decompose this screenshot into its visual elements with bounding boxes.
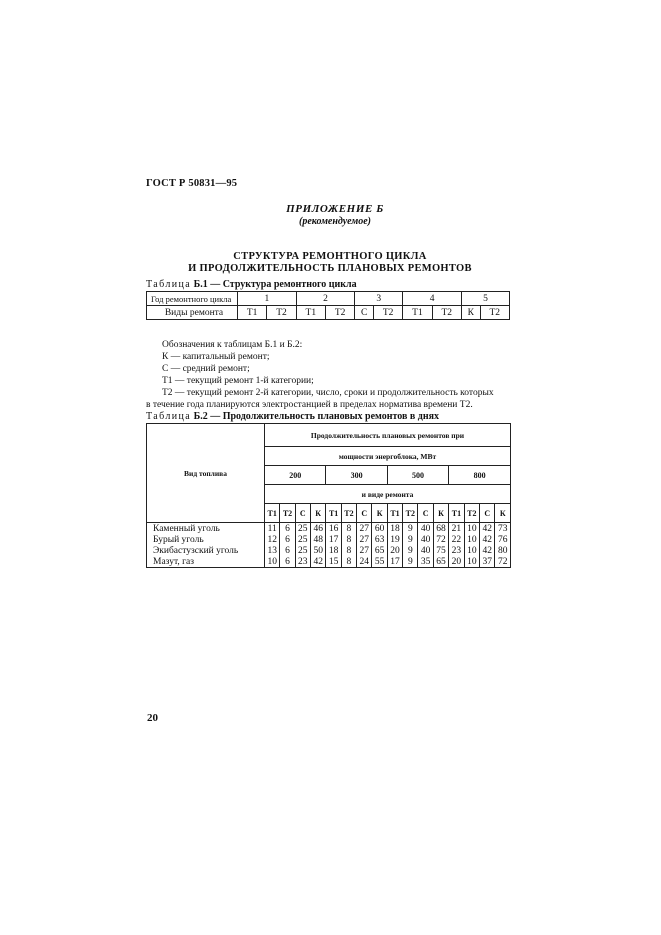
table2-subcolumn-cell: Т2 — [341, 504, 356, 523]
table2-header-line2: мощности энергоблока, МВт — [265, 447, 511, 466]
table2-value-cell: 10 — [464, 523, 479, 535]
table2-power-cell: 500 — [387, 466, 448, 485]
table1-year-cell: 3 — [355, 292, 403, 306]
table2-subcolumn-cell: С — [295, 504, 310, 523]
table1-row-years — [147, 292, 510, 306]
table2-caption — [146, 411, 439, 422]
page-number: 20 — [147, 712, 158, 724]
note-t2-continued: в течение года планируются электростанцией в пределах норматива времени Т2. — [146, 400, 473, 410]
table2-row — [147, 545, 511, 556]
table1-row1-label: Год ремонтного цикла — [147, 292, 238, 306]
table2-row — [147, 523, 511, 535]
table1-row2-label: Виды ремонта — [147, 306, 238, 320]
table2-subcolumn-cell: С — [480, 504, 495, 523]
table2-value-cell: 20 — [449, 556, 464, 568]
table2-value-cell: 10 — [464, 534, 479, 545]
table2-value-cell: 25 — [295, 545, 310, 556]
table2-value-cell: 37 — [480, 556, 495, 568]
table2-value-cell: 6 — [280, 523, 295, 535]
table1-type-cell: Т1 — [296, 306, 325, 320]
table2-value-cell: 9 — [403, 545, 418, 556]
table2-value-cell: 48 — [311, 534, 326, 545]
table2-subcolumn-cell: Т1 — [387, 504, 402, 523]
table2-value-cell: 40 — [418, 523, 433, 535]
table2-value-cell: 12 — [265, 534, 280, 545]
table1-type-cell: С — [355, 306, 374, 320]
table2-value-cell: 8 — [341, 545, 356, 556]
table2-power-cell: 200 — [265, 466, 326, 485]
table2-subcolumn-cell: Т2 — [403, 504, 418, 523]
table2-value-cell: 6 — [280, 545, 295, 556]
table2-value-cell: 40 — [418, 545, 433, 556]
table1-type-cell: Т1 — [238, 306, 267, 320]
table1-caption-word: Таблица — [146, 279, 192, 290]
table2-header-line1: Продолжительность плановых ремонтов при — [265, 424, 511, 447]
table2-value-cell: 27 — [357, 545, 372, 556]
table1-type-cell: Т2 — [480, 306, 509, 320]
table2-value-cell: 72 — [495, 556, 511, 568]
table1-year-cell: 4 — [403, 292, 462, 306]
table2-fuel-cell: Каменный уголь — [147, 523, 265, 535]
table2-caption-text: Б.2 — Продолжительность плановых ремонтов в днях — [193, 411, 440, 422]
table2-subcolumn-cell: К — [311, 504, 326, 523]
table2-subcolumn-cell: К — [495, 504, 511, 523]
table2-value-cell: 23 — [449, 545, 464, 556]
table1-year-cell: 2 — [296, 292, 355, 306]
table2-fuel-header: Вид топлива — [147, 424, 265, 523]
table2-subcolumn-cell: Т1 — [449, 504, 464, 523]
table2-value-cell: 63 — [372, 534, 387, 545]
table2-subcolumn-cell: К — [372, 504, 387, 523]
table2-value-cell: 10 — [464, 556, 479, 568]
table2-value-cell: 27 — [357, 534, 372, 545]
table1-year-cell: 5 — [461, 292, 509, 306]
table2-value-cell: 42 — [311, 556, 326, 568]
table2-value-cell: 17 — [326, 534, 341, 545]
table2-value-cell: 55 — [372, 556, 387, 568]
table2-value-cell: 9 — [403, 523, 418, 535]
table2-value-cell: 27 — [357, 523, 372, 535]
table2-fuel-cell: Экибастузский уголь — [147, 545, 265, 556]
table2-value-cell: 72 — [433, 534, 448, 545]
table2-value-cell: 46 — [311, 523, 326, 535]
note-t1: Т1 — текущий ремонт 1-й категории; — [162, 376, 314, 386]
table1-type-cell: Т1 — [403, 306, 432, 320]
table2-subcolumn-cell: Т2 — [464, 504, 479, 523]
table2-value-cell: 80 — [495, 545, 511, 556]
table2-value-cell: 6 — [280, 556, 295, 568]
table2-power-cell: 800 — [449, 466, 511, 485]
table2-value-cell: 18 — [387, 523, 402, 535]
section-title-line1: СТРУКТУРА РЕМОНТНОГО ЦИКЛА — [233, 251, 427, 262]
table2-value-cell: 9 — [403, 556, 418, 568]
table-repair-duration — [146, 423, 511, 568]
appendix-note: (рекомендуемое) — [299, 216, 371, 227]
table2-row — [147, 534, 511, 545]
table2-subcolumn-cell: К — [433, 504, 448, 523]
table2-value-cell: 20 — [387, 545, 402, 556]
note-c: С — средний ремонт; — [162, 364, 250, 374]
table2-value-cell: 15 — [326, 556, 341, 568]
table2-value-cell: 10 — [464, 545, 479, 556]
table2-value-cell: 73 — [495, 523, 511, 535]
table1-type-cell: Т2 — [325, 306, 354, 320]
table1-caption — [146, 279, 357, 290]
table1-year-cell: 1 — [238, 292, 297, 306]
table2-subcolumn-cell: Т1 — [326, 504, 341, 523]
table2-value-cell: 10 — [265, 556, 280, 568]
table2-subcolumn-cell: С — [357, 504, 372, 523]
table1-row-types — [147, 306, 510, 320]
table2-value-cell: 21 — [449, 523, 464, 535]
table2-value-cell: 68 — [433, 523, 448, 535]
table2-value-cell: 22 — [449, 534, 464, 545]
table1-caption-text: Б.1 — Структура ремонтного цикла — [193, 279, 357, 290]
table2-value-cell: 42 — [480, 534, 495, 545]
table2-value-cell: 17 — [387, 556, 402, 568]
table2-value-cell: 76 — [495, 534, 511, 545]
table2-body — [147, 523, 511, 568]
table2-subcolumn-cell: С — [418, 504, 433, 523]
table2-value-cell: 65 — [372, 545, 387, 556]
table2-value-cell: 8 — [341, 523, 356, 535]
table2-value-cell: 25 — [295, 523, 310, 535]
table2-value-cell: 19 — [387, 534, 402, 545]
table2-row — [147, 556, 511, 568]
table2-value-cell: 50 — [311, 545, 326, 556]
table2-header-row1 — [147, 424, 511, 447]
table2-value-cell: 8 — [341, 534, 356, 545]
table2-value-cell: 65 — [433, 556, 448, 568]
table2-value-cell: 11 — [265, 523, 280, 535]
appendix-title: ПРИЛОЖЕНИЕ Б — [286, 203, 384, 215]
table2-value-cell: 13 — [265, 545, 280, 556]
table2-value-cell: 23 — [295, 556, 310, 568]
note-k: К — капитальный ремонт; — [162, 352, 270, 362]
section-title-line2: И ПРОДОЛЖИТЕЛЬНОСТЬ ПЛАНОВЫХ РЕМОНТОВ — [188, 263, 472, 274]
notes-block — [146, 339, 512, 411]
table2-value-cell: 60 — [372, 523, 387, 535]
table2-value-cell: 6 — [280, 534, 295, 545]
table2-value-cell: 24 — [357, 556, 372, 568]
table2-fuel-cell: Мазут, газ — [147, 556, 265, 568]
table2-value-cell: 42 — [480, 545, 495, 556]
table1-type-cell: Т2 — [267, 306, 296, 320]
table2-caption-word: Таблица — [146, 411, 192, 422]
table2-value-cell: 75 — [433, 545, 448, 556]
table2-value-cell: 42 — [480, 523, 495, 535]
table2-value-cell: 8 — [341, 556, 356, 568]
notes-intro: Обозначения к таблицам Б.1 и Б.2: — [162, 340, 303, 350]
table2-subcolumn-cell: Т1 — [265, 504, 280, 523]
table2-value-cell: 18 — [326, 545, 341, 556]
table-repair-cycle — [146, 291, 510, 320]
table2-value-cell: 16 — [326, 523, 341, 535]
document-header: ГОСТ Р 50831—95 — [146, 178, 238, 189]
table1-type-cell: Т2 — [373, 306, 402, 320]
note-t2: Т2 — текущий ремонт 2-й категории, число, сроки и продолжительность которых — [162, 388, 494, 398]
table2-fuel-cell: Бурый уголь — [147, 534, 265, 545]
table2-power-cell: 300 — [326, 466, 387, 485]
table2-value-cell: 40 — [418, 534, 433, 545]
table2-subcolumn-cell: Т2 — [280, 504, 295, 523]
table2-header-line3: и виде ремонта — [265, 485, 511, 504]
table2-value-cell: 35 — [418, 556, 433, 568]
table1-type-cell: Т2 — [432, 306, 461, 320]
table2-value-cell: 9 — [403, 534, 418, 545]
table2-value-cell: 25 — [295, 534, 310, 545]
table1-type-cell: К — [461, 306, 480, 320]
